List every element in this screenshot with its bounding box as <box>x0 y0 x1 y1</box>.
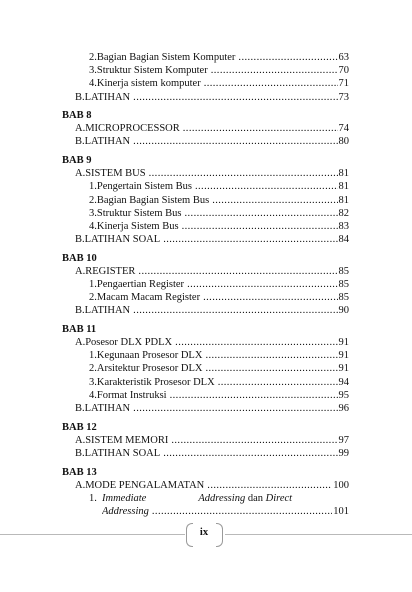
toc-entry[interactable] <box>0 278 412 291</box>
toc-entry-title: REGISTER ..... <box>85 265 338 278</box>
toc-entry-number: 1. <box>89 350 97 362</box>
toc-entry-title-part: Immediate <box>102 492 147 504</box>
toc-entry-label <box>75 336 338 349</box>
toc-entry-number: A. <box>75 479 86 491</box>
toc-entry[interactable] <box>0 167 412 180</box>
toc-entry-label <box>89 291 338 304</box>
toc-entry-page: 70 <box>338 65 349 77</box>
footer-bracket-right <box>216 523 223 547</box>
toc-entry-number: B. <box>75 91 85 103</box>
toc-entry-page: 80 <box>338 136 349 148</box>
toc-entry-page: 85 <box>338 265 349 277</box>
toc-entry-title: LATIHAN SOAL ..... <box>85 233 338 246</box>
toc-entry-number: B. <box>75 402 85 414</box>
toc-entry-title: MICROPROCESSOR ..... <box>85 122 338 135</box>
toc-entry-label <box>75 434 338 447</box>
footer-rule-left <box>0 534 185 535</box>
toc-entry-label <box>89 207 338 220</box>
toc-entry-page: 81 <box>338 194 349 206</box>
toc-entry-label <box>89 194 338 207</box>
toc-entry-label <box>75 265 338 278</box>
toc-entry[interactable] <box>0 492 412 505</box>
toc-entry-title: LATIHAN SOAL ..... <box>85 447 338 460</box>
toc-entry[interactable] <box>0 91 412 104</box>
toc-entry-label <box>89 389 338 402</box>
chapter-heading: BAB 10 <box>62 252 97 264</box>
toc-entry-title: SISTEM BUS ..... <box>85 167 338 180</box>
toc-entry[interactable] <box>0 376 412 389</box>
toc-entry-label <box>75 402 338 415</box>
toc-entry-label <box>89 492 338 505</box>
toc-entry-label <box>102 505 338 518</box>
toc-entry-page: 91 <box>338 337 349 348</box>
toc-entry[interactable] <box>0 64 412 77</box>
toc-entry-label <box>75 447 338 460</box>
chapter-heading: BAB 8 <box>62 110 92 122</box>
toc-entry-number: 2. <box>89 194 97 206</box>
toc-entry-number: B. <box>75 447 85 459</box>
toc-entry-label <box>89 220 338 233</box>
toc-entry-number: B. <box>75 136 85 148</box>
toc-entry-number: 1. <box>89 492 97 504</box>
toc-entry-page: 81 <box>338 168 349 180</box>
toc-entry-label <box>89 77 338 90</box>
toc-entry-title-part: Addressing <box>102 505 149 517</box>
toc-entry-page: 63 <box>338 52 349 63</box>
table-of-contents <box>0 51 412 518</box>
toc-entry-title: Pengaertian Register ..... <box>97 278 338 291</box>
toc-entry-number: B. <box>75 305 85 317</box>
toc-entry-title: Kinerja sistem komputer ..... <box>97 77 338 90</box>
toc-entry-label <box>89 180 338 193</box>
toc-entry[interactable] <box>0 434 412 447</box>
toc-entry-title <box>102 492 338 505</box>
toc-entry[interactable] <box>0 135 412 148</box>
toc-entry-page: 84 <box>338 234 349 246</box>
toc-entry-title: SISTEM MEMORI ..... <box>85 434 338 447</box>
toc-entry-label <box>89 376 338 389</box>
toc-entry[interactable] <box>0 122 412 135</box>
toc-entry-title: Format Instruksi ..... <box>97 389 338 402</box>
toc-entry-page: 95 <box>338 389 349 401</box>
page-number: ix <box>199 527 209 538</box>
toc-entry-number: 1. <box>89 181 97 193</box>
toc-entry-number: A. <box>75 337 86 348</box>
toc-entry-title: LATIHAN ..... <box>85 91 338 104</box>
chapter-heading: BAB 11 <box>62 324 97 335</box>
toc-entry-number: 3. <box>89 65 97 77</box>
toc-entry-label <box>75 167 338 180</box>
toc-entry-number: A. <box>75 434 86 446</box>
toc-entry-number: 3. <box>89 376 97 388</box>
toc-entry-title: Kinerja Sistem Bus ..... <box>97 220 338 233</box>
chapter-heading: BAB 13 <box>62 466 97 478</box>
toc-entry-page: 71 <box>338 78 349 90</box>
toc-entry[interactable] <box>0 402 412 415</box>
toc-entry[interactable] <box>0 233 412 246</box>
toc-entry-title: Kegunaan Prosesor DLX ..... <box>97 349 338 362</box>
toc-entry-label <box>89 362 338 375</box>
toc-entry-label <box>89 51 338 64</box>
toc-entry[interactable] <box>0 207 412 220</box>
toc-entry[interactable] <box>0 220 412 233</box>
toc-entry-title: Struktur Sistem Bus ..... <box>97 207 338 220</box>
toc-entry-label <box>75 91 338 104</box>
toc-entry-number: 2. <box>89 363 97 375</box>
toc-entry-label <box>75 304 338 317</box>
toc-entry-page: 94 <box>338 376 349 388</box>
toc-entry-page: 91 <box>338 350 349 362</box>
toc-entry[interactable] <box>0 362 412 375</box>
toc-entry-title: Bagian Bagian Sistem Bus ..... <box>97 194 338 207</box>
toc-entry-page: 97 <box>338 434 349 446</box>
toc-entry-page: 90 <box>338 305 349 317</box>
toc-entry-title: Struktur Sistem Komputer ..... <box>97 64 338 77</box>
toc-entry-title: Arsitektur Prosesor DLX ..... <box>97 362 338 375</box>
toc-entry-title: Pengertain Sistem Bus ..... <box>97 180 338 193</box>
chapter-heading: BAB 9 <box>62 155 92 167</box>
toc-entry-page: 82 <box>338 207 349 219</box>
toc-entry-page: 91 <box>338 363 349 375</box>
toc-entry-number: 2. <box>89 52 97 63</box>
toc-entry-title-part: Addressing <box>198 492 246 504</box>
toc-entry-title: Macam Macam Register ..... <box>97 291 338 304</box>
toc-entry-number: B. <box>75 234 85 246</box>
toc-entry-title: Bagian Bagian Sistem Komputer ..... <box>97 51 338 64</box>
toc-entry[interactable] <box>0 447 412 460</box>
toc-entry-label <box>75 479 338 492</box>
toc-entry-page: 85 <box>338 278 349 290</box>
toc-entry-page: 100 <box>333 479 349 491</box>
toc-entry[interactable] <box>0 349 412 362</box>
toc-entry-number: A. <box>75 168 86 180</box>
toc-entry-number: A. <box>75 123 86 135</box>
toc-entry-page: 101 <box>333 505 349 517</box>
toc-entry-label <box>89 278 338 291</box>
toc-entry-title: Posesor DLX PDLX ..... <box>85 336 338 349</box>
toc-entry-title: LATIHAN ..... <box>85 402 338 415</box>
toc-entry-number: 1. <box>89 278 97 290</box>
toc-entry[interactable] <box>0 505 412 518</box>
toc-entry[interactable] <box>0 51 412 64</box>
toc-entry-page: 81 <box>338 181 349 193</box>
toc-entry[interactable] <box>0 291 412 304</box>
toc-entry[interactable] <box>0 304 412 317</box>
toc-entry[interactable] <box>0 336 412 349</box>
toc-entry-number: 4. <box>89 389 97 401</box>
toc-entry-label <box>75 233 338 246</box>
toc-entry-title <box>102 505 338 518</box>
toc-entry-label <box>89 64 338 77</box>
toc-entry[interactable] <box>0 389 412 402</box>
toc-entry-page: 83 <box>338 220 349 232</box>
toc-entry-title-part: Direct <box>265 492 293 504</box>
toc-entry-title: Karakteristik Prosesor DLX ..... <box>97 376 338 389</box>
toc-entry-number: 4. <box>89 78 97 90</box>
toc-entry-number: 4. <box>89 220 97 232</box>
toc-entry-label <box>75 122 338 135</box>
toc-entry-title: LATIHAN ..... <box>85 135 338 148</box>
toc-entry[interactable] <box>0 265 412 278</box>
toc-entry[interactable] <box>0 479 412 492</box>
chapter-heading: BAB 12 <box>62 421 97 433</box>
toc-entry-title: LATIHAN ..... <box>85 304 338 317</box>
page-footer <box>0 523 412 545</box>
toc-entry[interactable] <box>0 194 412 207</box>
footer-rule-right <box>225 534 412 535</box>
toc-entry-number: 3. <box>89 207 97 219</box>
toc-entry-page: 96 <box>338 402 349 414</box>
toc-entry-page: 99 <box>338 447 349 459</box>
toc-entry-label <box>75 135 338 148</box>
toc-entry-page: 74 <box>338 123 349 135</box>
toc-entry-number: 2. <box>89 292 97 304</box>
toc-entry-title-part: dan <box>247 492 263 504</box>
toc-entry-page: 85 <box>338 292 349 304</box>
toc-entry-page: 73 <box>338 91 349 103</box>
toc-entry[interactable] <box>0 180 412 193</box>
toc-entry[interactable] <box>0 77 412 90</box>
toc-entry-label <box>89 349 338 362</box>
toc-entry-title: MODE PENGALAMATAN ..... <box>85 479 338 492</box>
toc-entry-number: A. <box>75 265 86 277</box>
